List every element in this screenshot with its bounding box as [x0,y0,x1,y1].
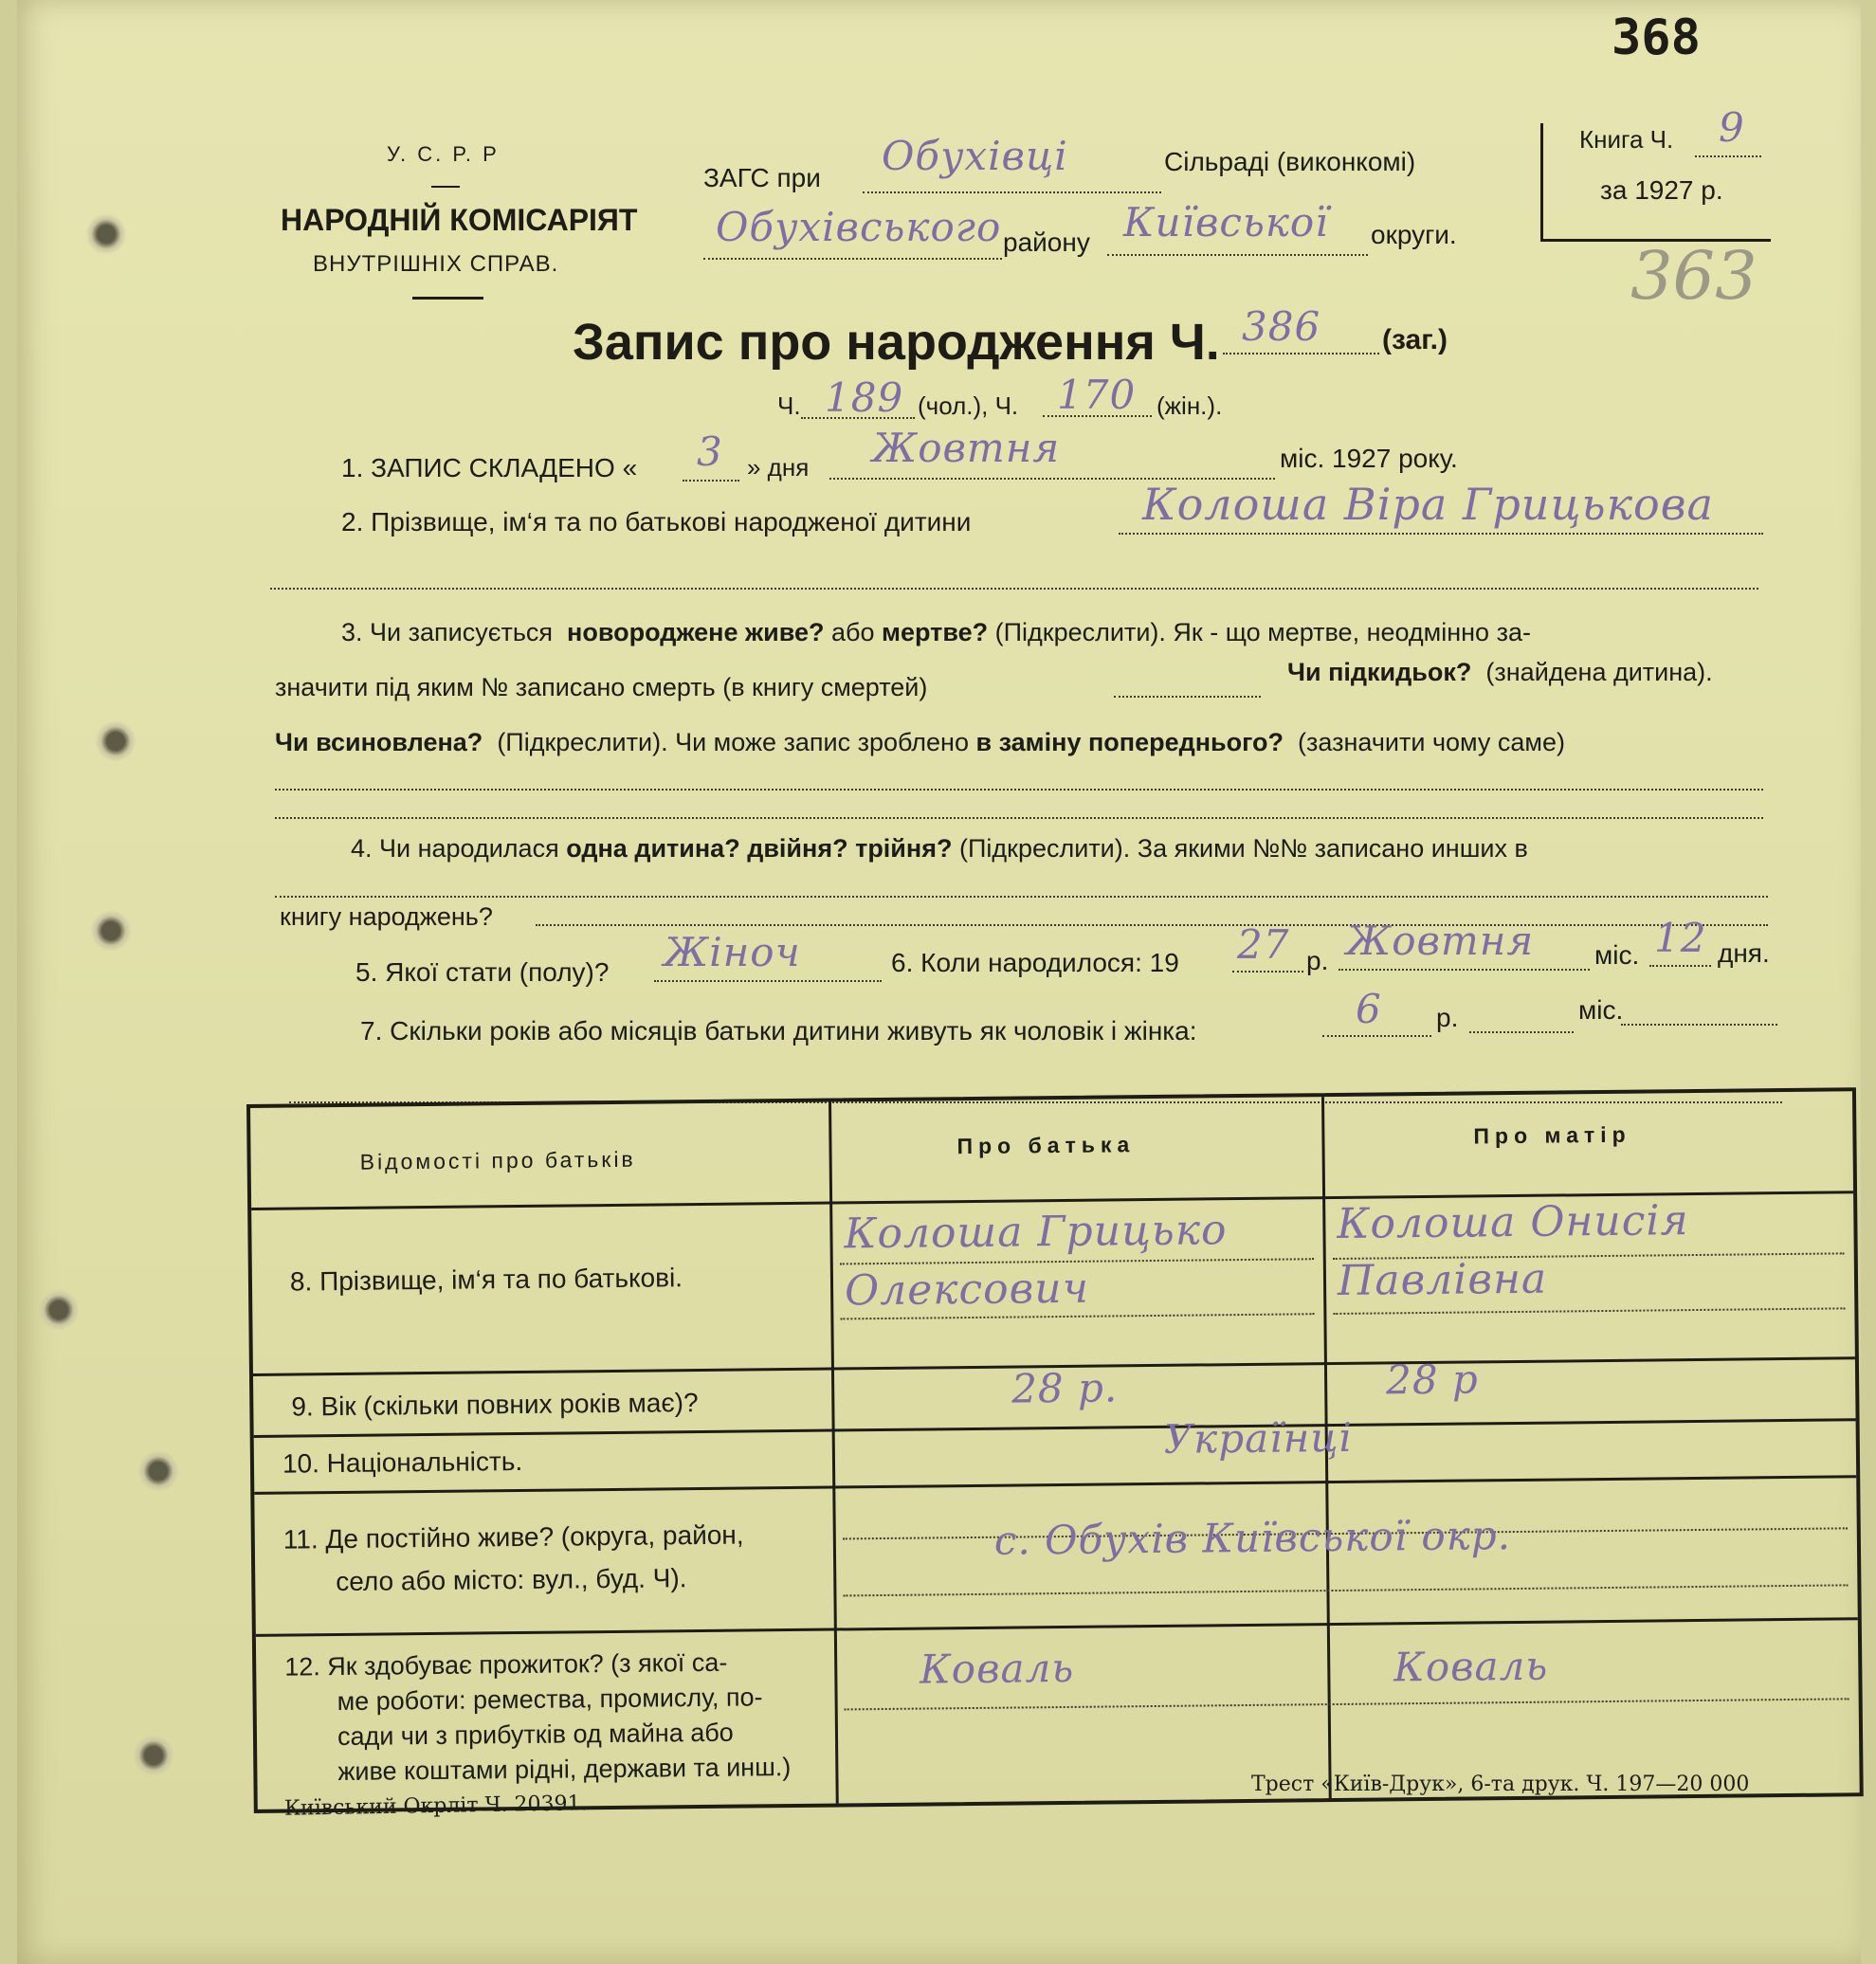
zags-district: Обухівського [716,204,1002,250]
footer-left: Київський Окрліт Ч. 20391. [283,1791,588,1821]
binding-hole [90,910,132,952]
male-prefix: Ч. [777,391,801,420]
zags-village: Обухівці [882,133,1068,179]
item3-line2a: значити під яким № записано смерть (в книгу смертей) [275,673,928,701]
married-years-suffix: р. [1436,1003,1459,1032]
record-title: Запис про народження Ч. [573,314,1220,371]
parents-table [246,1087,1864,1813]
birth-day: 12 [1654,915,1707,961]
row8-label: 8. Прізвище, ім‘я та по батькові. [289,1263,683,1297]
item1-label: 1. ЗАПИС СКЛАДЕНО « [341,453,638,482]
item4-line1: 4. Чи народилася одна дитина? двійня? трійня? (Підкреслити). За якими №№ записано инших в [351,834,1528,863]
item1-tail: міс. 1927 року. [1280,444,1458,473]
row12-label-2: ме роботи: ремества, промислу, по- [337,1682,763,1717]
father-name: Колоша Грицько Олексович [844,1206,1228,1316]
binding-hole [38,1289,80,1331]
row9-label: 9. Вік (скільки повних років має)? [291,1388,699,1422]
footer-right: Трест «Київ-Друк», 6-та друк. Ч. 197—20 000 [1251,1773,1750,1796]
birth-month-suffix: міс. [1594,940,1640,970]
issuer-department: ВНУТРІШНІХ СПРАВ. [313,251,559,277]
archive-stamp-number: 363 [1630,237,1758,315]
item7-label: 7. Скільки років або місяців батьки дитини живуть як чоловік і жінка: [360,1016,1197,1046]
row12-label-3: сади чи з прибутків од майна або [337,1718,734,1752]
zags-okruha: Київської [1123,199,1329,246]
general-label: (заг.) [1382,324,1448,355]
binding-hole [85,213,127,255]
page-number: 368 [1612,9,1701,66]
row11-label-2: село або місто: вул., буд. Ч). [336,1563,687,1597]
birth-year-suffix: р. [1306,946,1329,975]
birth-month: Жовтня [1346,918,1535,964]
item4-line2: книгу народжень? [280,902,493,931]
item5-label: 5. Якої стати (полу)? [355,957,610,987]
book-box [1540,104,1771,242]
row12-label-4: живе коштами рідні, держави та инш.) [337,1753,792,1787]
table-header-father: Про батька [956,1132,1136,1159]
book-year: за 1927 р. [1600,175,1723,205]
item1-day: 3 [697,428,723,475]
book-label: Книга Ч. [1579,125,1674,154]
binding-hole [137,1450,179,1492]
item3-line2b: Чи підкидьок? (знайдена дитина). [1287,658,1713,686]
issuer-commissariat: НАРОДНІЙ КОМІСАРІЯТ [281,203,638,237]
item3-line3: Чи всиновлена? (Підкреслити). Чи може запис зроблено в заміну попереднього? (зазначити чому саме) [275,728,1565,756]
row11-label-1: 11. Де постійно живе? (округа, район, [282,1519,744,1555]
male-label: (чол.), Ч. [918,391,1019,420]
female-label: (жін.). [1157,391,1223,420]
item2-label: 2. Прізвище, ім‘я та по батькові народженої дитини [341,507,972,536]
child-name: Колоша Віра Грицькова [1142,479,1714,530]
mother-age: 28 р [1385,1355,1480,1404]
row10-label: 10. Національність. [282,1446,523,1479]
female-number: 170 [1057,372,1137,418]
item6-label: 6. Коли народилося: 19 [891,948,1179,977]
zags-prefix: ЗАГС при [703,163,821,192]
zags-district-label: району [1003,227,1090,257]
table-header-info: Відомості про батьків [359,1146,636,1174]
married-months-suffix: міс. [1578,995,1624,1025]
married-years: 6 [1356,986,1382,1032]
zags-council-label: Сільраді (виконкомі) [1164,147,1416,176]
child-sex: Жіноч [664,929,801,975]
mother-occupation: Коваль [1393,1642,1549,1691]
binding-hole [133,1735,174,1776]
item1-month: Жовтня [872,425,1061,471]
binding-hole [95,720,137,762]
table-header-mother: Про матір [1473,1121,1631,1149]
book-number: 9 [1719,104,1745,151]
item3-line1: 3. Чи записується новороджене живе? або мертве? (Підкреслити). Як - що мертве, неодмінно за- [341,618,1531,646]
residence: с. Обухів Київської окр. [993,1512,1512,1564]
mother-name: Колоша Онисія Павлівна [1337,1196,1689,1305]
father-occupation: Коваль [920,1644,1075,1693]
birth-year: 27 [1237,921,1290,968]
row12-label-1: 12. Як здобуває прожиток? (з якої са- [284,1647,728,1682]
father-age: 28 р. [1011,1364,1119,1412]
issuer-republic: У. С. Р. Р [387,142,500,166]
item1-mid: » дня [747,453,810,482]
birth-day-suffix: дня. [1718,938,1770,968]
male-number: 189 [825,374,904,421]
zags-okruha-label: округи. [1371,220,1457,249]
nationality: Українці [1163,1413,1354,1463]
general-number: 386 [1242,303,1321,350]
